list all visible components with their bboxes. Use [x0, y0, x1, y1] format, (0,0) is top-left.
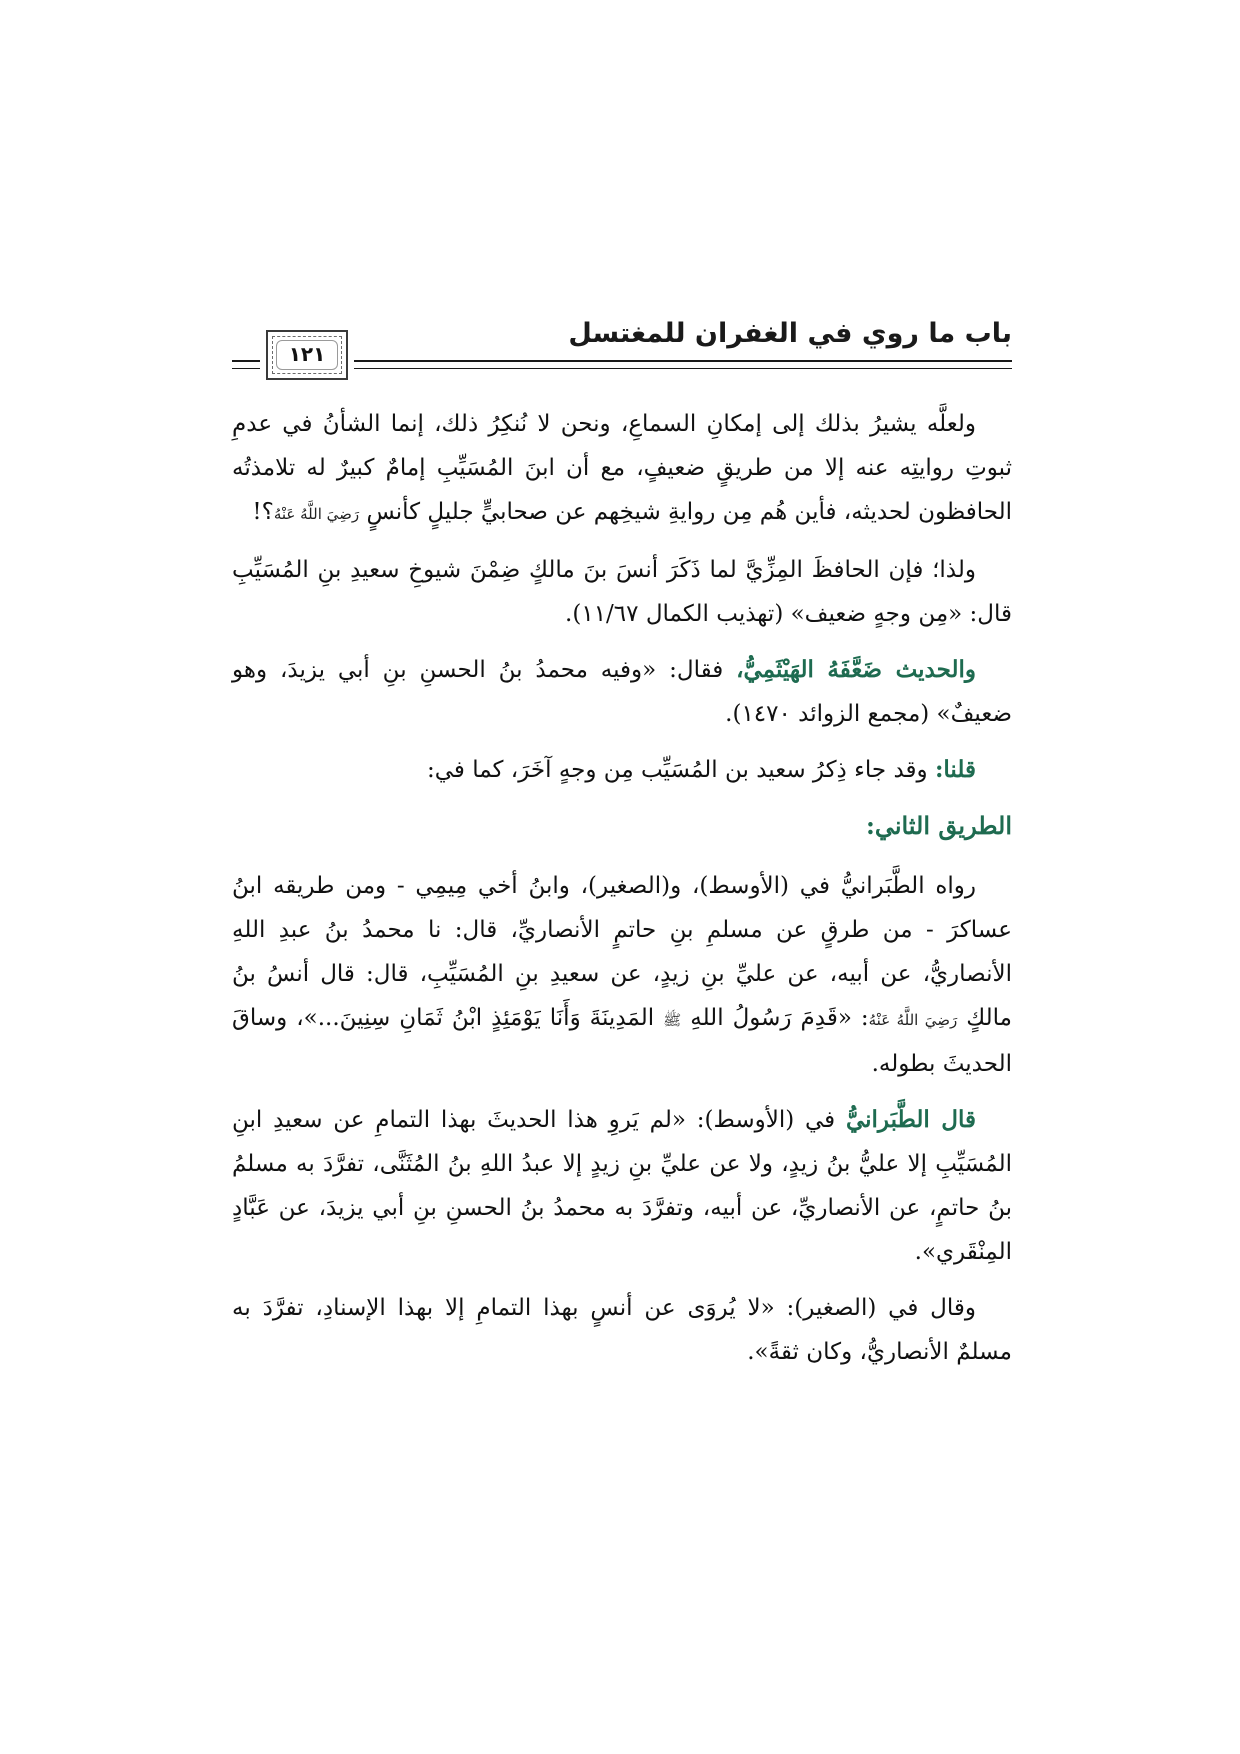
- page-body: [232, 402, 1012, 1386]
- paragraph-text: ولعلَّه يشيرُ بذلك إلى إمكانِ السماعِ، ونحن لا نُنكِرُ ذلك، إنما الشأنُ في عدمِ ثبوتِ روايتِه عنه إلا من طريقٍ ضعيفٍ، مع أن ابنَ المُسَيِّبِ إمامٌ كبيرٌ له تلامذتُه الحافظون لحديثه، فأين هُم مِن روايةِ شيخِهم عن صحابيٍّ جليلٍ كأنسٍ: [232, 411, 1012, 525]
- salawat-glyph: ﷺ: [663, 1011, 682, 1029]
- page-header: [232, 312, 1012, 392]
- paragraph: [232, 548, 1012, 636]
- paragraph-text: وقد جاء ذِكرُ سعيد بن المُسَيِّب مِن وجهٍ آخَرَ، كما في:: [427, 757, 928, 783]
- paragraph-text: ؟!: [252, 499, 274, 525]
- highlighted-lead: والحديث ضَعَّفَهُ الهَيْثَمِيُّ،: [736, 656, 976, 683]
- honorific-glyph: رَضِيَ اللَّهُ عَنْهُ: [868, 1011, 958, 1029]
- paragraph-text: وقال في (الصغير): «لا يُروَى عن أنسٍ بهذا التمامِ إلا بهذا الإسنادِ، تفرَّدَ به مسلمٌ الأنصاريُّ، وكان ثقةً».: [232, 1295, 1012, 1365]
- paragraph: [232, 748, 1012, 792]
- paragraph-text: : «قَدِمَ رَسُولُ اللهِ: [690, 1005, 869, 1031]
- paragraph: [232, 1286, 1012, 1374]
- paragraph: [232, 402, 1012, 536]
- header-rule: [354, 368, 1012, 369]
- header-rule: [232, 368, 260, 369]
- highlighted-lead: قلنا:: [934, 756, 976, 783]
- chapter-title: باب ما روي في الغفران للمغتسل: [568, 318, 1012, 349]
- paragraph: [232, 864, 1012, 1086]
- highlighted-lead: قال الطَّبَرانيُّ: [845, 1106, 977, 1133]
- header-rule: [354, 360, 1012, 362]
- honorific-glyph: رَضِيَ اللَّهُ عَنْهُ: [273, 505, 360, 523]
- page-number-ornament: [266, 330, 348, 380]
- paragraph-text: ولذا؛ فإن الحافظَ المِزِّيَّ لما ذَكَرَ أنسَ بنَ مالكٍ ضِمْنَ شيوخِ سعيدِ بنِ المُسَيِّبِ قال: «مِن وجهٍ ضعيف» (تهذيب الكمال ١١/٦٧).: [232, 557, 1012, 627]
- header-rule: [232, 360, 260, 362]
- paragraph-text: رواه الطَّبَرانيُّ في (الأوسط)، و(الصغير)، وابنُ أخي مِيمِي - ومن طريقه ابنُ عساكرَ - من طرقٍ عن مسلمِ بنِ حاتمٍ الأنصاريِّ، قال: نا محمدُ بنُ عبدِ اللهِ الأنصاريُّ، عن أبيه، عن عليِّ بنِ زيدٍ، عن سعيدِ بنِ المُسَيِّبِ، قال: قال أنسُ بنُ مالكٍ: [232, 873, 1013, 1031]
- paragraph-text: فقال: «وفيه محمدُ بنُ الحسنِ بنِ أبي يزيدَ، وهو ضعيفٌ» (مجمع الزوائد ١٤٧٠).: [232, 657, 1012, 727]
- paragraph: [232, 648, 1012, 736]
- paragraph: [232, 1098, 1012, 1274]
- paragraph-text: في (الأوسط): «لم يَروِ هذا الحديثَ بهذا التمامِ عن سعيدِ ابنِ المُسَيِّبِ إلا عليُّ بنُ زيدٍ، ولا عن عليِّ بنِ زيدٍ إلا عبدُ اللهِ بنُ المُثَنَّى، تفرَّدَ به مسلمُ بنُ حاتمٍ، عن الأنصاريِّ، عن أبيه، وتفرَّدَ به محمدُ بنُ الحسنِ بنِ أبي يزيدَ، عن عَبَّادٍ المِنْقَري».: [232, 1107, 1012, 1265]
- paragraph-text: المَدِينَةَ وَأَنَا يَوْمَئِذٍ ابْنُ ثَمَانِ سِنِينَ...»، وساقَ الحديثَ بطوله.: [232, 1005, 1012, 1077]
- page-number: ١٢١: [288, 342, 326, 366]
- section-subheading: الطريق الثاني:: [865, 811, 1012, 840]
